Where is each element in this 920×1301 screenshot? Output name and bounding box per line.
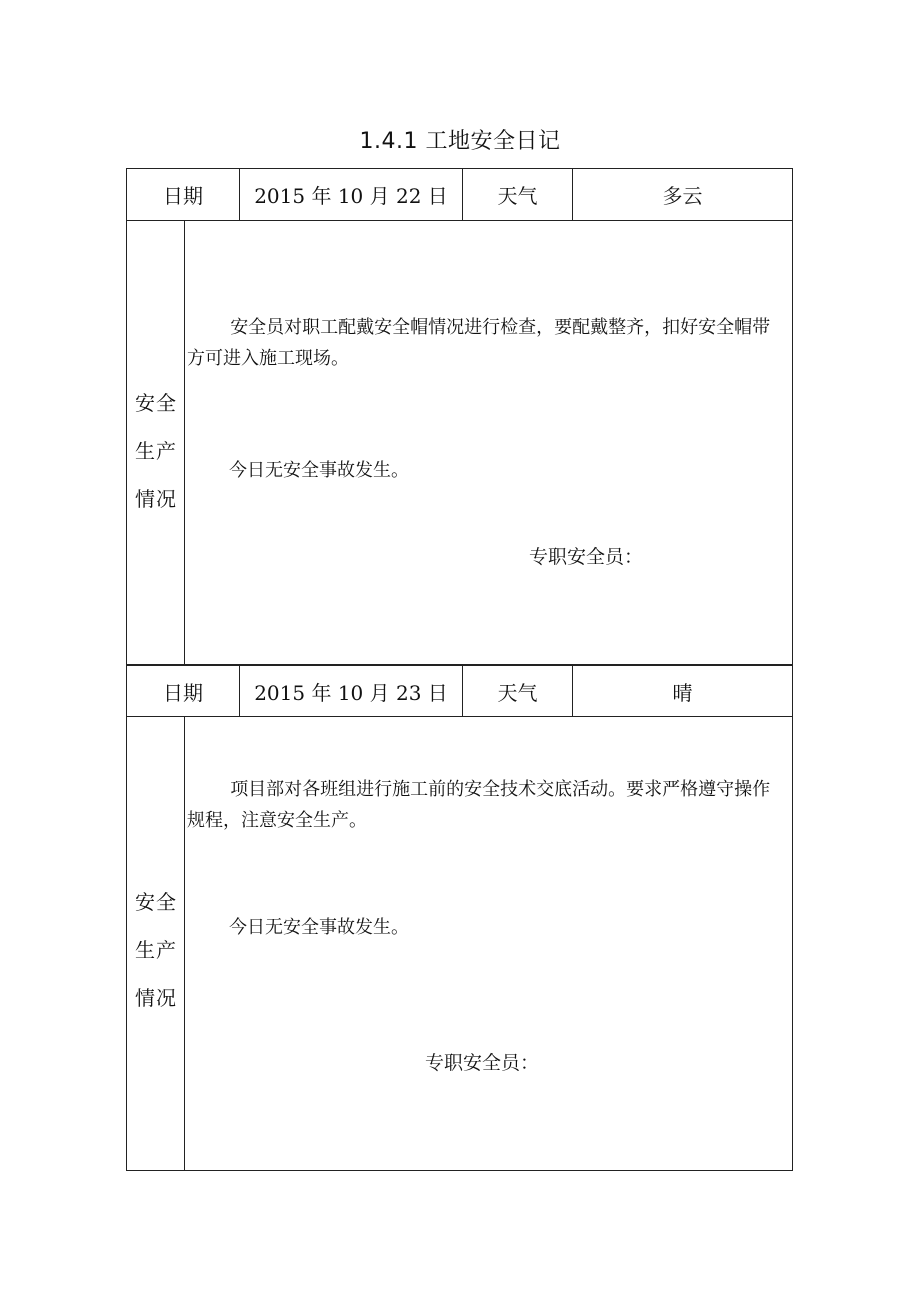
- weather-label: 天气: [463, 666, 573, 716]
- safety-officer-signature: 专职安全员：: [529, 546, 644, 568]
- section-label-line: 生产: [135, 938, 177, 962]
- safety-officer-signature: 专职安全员：: [425, 1052, 540, 1074]
- entry-body-row: [127, 716, 792, 1170]
- section-label-cell: [127, 221, 185, 664]
- section-label-line: 安全: [135, 391, 177, 415]
- section-label-cell: [127, 716, 185, 1170]
- safety-paragraph: 安全员对职工配戴安全帽情况进行检查，要配戴整齐，扣好安全帽带方可进入施工现场。: [187, 317, 771, 369]
- entry-header-row: [127, 169, 792, 221]
- weather-label: 天气: [463, 169, 573, 220]
- section-label-line: 情况: [135, 487, 177, 511]
- safety-paragraph: 项目部对各班组进行施工前的安全技术交底活动。要求严格遵守操作规程，注意安全生产。: [187, 779, 771, 831]
- date-value: 2015 年 10 月 22 日: [240, 169, 463, 220]
- section-label-line: 情况: [135, 986, 177, 1010]
- section-label-line: 安全: [135, 890, 177, 914]
- weather-value: 晴: [672, 680, 693, 705]
- section-label-line: 生产: [135, 439, 177, 463]
- page-title: 1.4.1 工地安全日记: [359, 129, 561, 154]
- date-label: 日期: [127, 169, 240, 220]
- section-content-cell: [185, 221, 792, 664]
- section-content-cell: [185, 716, 792, 1170]
- entry-header-row: [127, 665, 792, 717]
- entry-body-row: [127, 221, 792, 665]
- incident-note: 今日无安全事故发生。: [229, 917, 409, 938]
- date-label: 日期: [127, 666, 240, 716]
- date-value: 2015 年 10 月 23 日: [240, 666, 463, 716]
- weather-value: 多云: [662, 184, 703, 208]
- incident-note: 今日无安全事故发生。: [229, 460, 409, 481]
- safety-log-table: [126, 168, 793, 1171]
